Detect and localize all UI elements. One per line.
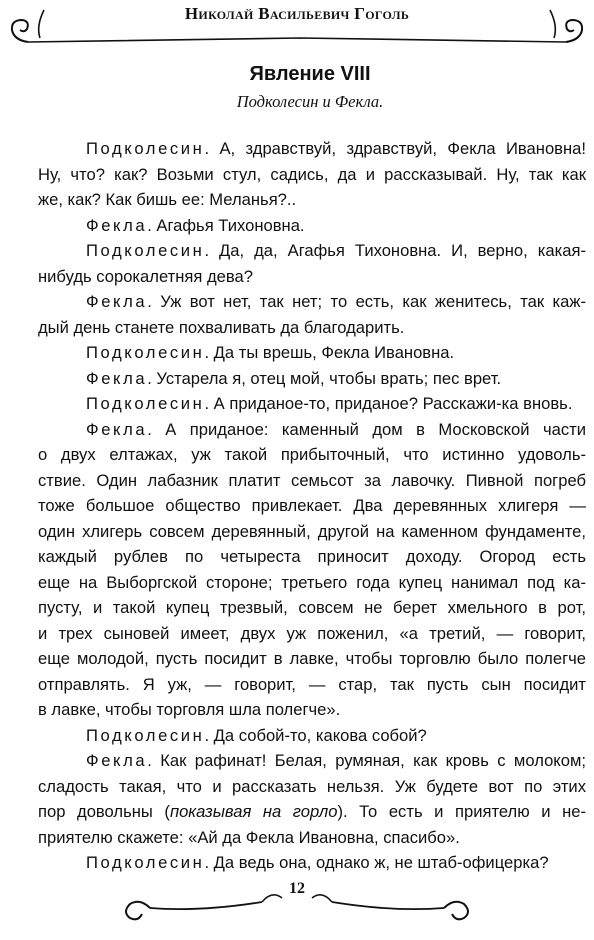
- running-title: Николай Васильевич Гоголь: [184, 4, 410, 23]
- text-line: [38, 417, 586, 443]
- text-line: [38, 646, 586, 672]
- line-text: о двух елтажах, уж такой прибыточный, что истинно удоволь-: [38, 445, 586, 464]
- line-text: . Устарела я, отец мой, чтобы врать; пес врет.: [147, 368, 502, 388]
- line-text: . А, здравствуй, здравствуй, Фекла Ивановна!: [204, 139, 586, 158]
- page-number: 12: [289, 880, 305, 897]
- speaker-name: Подколесин: [86, 853, 205, 872]
- text-line: [38, 315, 586, 341]
- text-line: [38, 570, 586, 596]
- text-line: [38, 442, 586, 468]
- line-text: каждый рублев по четыреста приносит доходу. Огород есть: [38, 547, 586, 566]
- speaker-name: Фекла: [86, 215, 148, 235]
- text-line: [38, 213, 586, 239]
- line-text: пор довольны (показывая на горло). То есть и приятелю и не-: [38, 802, 587, 821]
- line-text: Ну, что? как? Возьми стул, садись, да и рассказывай. Ну, так как: [38, 164, 586, 184]
- text-line: [38, 187, 586, 213]
- line-text: тоже большое общество привлекает. Два деревянных хлигеря —: [38, 496, 586, 515]
- text-line: [38, 621, 586, 647]
- scene-title: Явление VIII: [249, 63, 371, 85]
- line-text: . Да собой-то, какова собой?: [204, 725, 427, 745]
- speaker-name: Фекла: [86, 419, 148, 439]
- line-text: еще молодой, пусть посидит в лавке, чтобы торговлю было полегче: [38, 649, 586, 668]
- speaker-name: Подколесин: [86, 343, 205, 362]
- page-header: [0, 0, 594, 48]
- scene-characters: Подколесин и Фекла.: [236, 92, 384, 111]
- text-line: [38, 825, 586, 851]
- speaker-name: Фекла: [86, 368, 148, 388]
- line-text: же, как? Как бишь ее: Меланья?..: [38, 190, 297, 209]
- text-line: [38, 340, 586, 366]
- text-line: [38, 672, 586, 698]
- line-text: отправлять. Я уж, — говорит, — стар, так пусть сын посидит: [38, 674, 586, 694]
- speaker-name: Подколесин: [86, 394, 205, 413]
- line-text: . А приданое-то, приданое? Расскажи-ка вновь.: [204, 394, 573, 413]
- text-line: [38, 162, 586, 188]
- line-text: . Агафья Тихоновна.: [147, 215, 305, 235]
- speaker-name: Фекла: [86, 751, 148, 770]
- line-text: . Да, да, Агафья Тихоновна. И, верно, какая-: [204, 241, 586, 260]
- text-line: [38, 238, 586, 264]
- speaker-name: Подколесин: [86, 241, 205, 260]
- text-line: [38, 391, 586, 417]
- line-text: и трех сыновей имеет, двух уж поженил, «а третий, — говорит,: [38, 623, 586, 643]
- line-text: . Как рафинат! Белая, румяная, как кровь с молоком;: [147, 751, 586, 770]
- text-line: [38, 723, 586, 749]
- text-line: [38, 748, 586, 774]
- page-footer: [0, 868, 594, 940]
- text-line: [38, 774, 586, 800]
- text-line: [38, 289, 586, 315]
- text-line: [38, 366, 586, 392]
- line-text: пусту, и такой купец трезвый, совсем не берет хмельного в рот,: [38, 598, 586, 617]
- text-line: [38, 697, 586, 723]
- text-line: [38, 468, 586, 494]
- line-text: . Да ты врешь, Фекла Ивановна.: [204, 343, 455, 362]
- line-text: в лавке, чтобы торговля шла полегче».: [38, 700, 341, 719]
- text-line: [38, 544, 586, 570]
- stage-direction: показывая на горло: [169, 802, 338, 821]
- line-text: ствие. Один лабазник платит семьсот за лавочку. Пивной погреб: [38, 470, 586, 490]
- text-line: [38, 264, 586, 290]
- speaker-name: Фекла: [86, 292, 148, 311]
- text-line: [38, 136, 586, 162]
- text-line: [38, 493, 586, 519]
- line-text: сладость такая, что и рассказать нельзя. Уж будете вот по этих: [38, 776, 586, 796]
- line-text: еще на Выборгской стороне; третьего года купец нанимал под ка-: [38, 572, 586, 592]
- line-text: . Уж вот нет, так нет; то есть, как женитесь, так каж-: [147, 292, 586, 311]
- line-text: дый день станете похваливать да благодарить.: [38, 317, 405, 337]
- line-text: один хлигерь совсем деревянный, другой на каменном фундаменте,: [38, 521, 586, 541]
- line-text: . А приданое: каменный дом в Московской части: [147, 419, 586, 439]
- play-text: [38, 136, 586, 876]
- footer-ornament-icon: [0, 868, 594, 940]
- text-line: [38, 595, 586, 621]
- line-text: приятелю скажете: «Ай да Фекла Ивановна, спасибо».: [38, 827, 460, 847]
- text-line: [38, 799, 586, 825]
- speaker-name: Подколесин: [86, 725, 205, 745]
- line-text: нибудь сорокалетняя дева?: [38, 266, 253, 286]
- line-text: . Да ведь она, однако ж, не штаб-офицерка?: [204, 853, 549, 872]
- speaker-name: Подколесин: [86, 139, 205, 158]
- text-line: [38, 519, 586, 545]
